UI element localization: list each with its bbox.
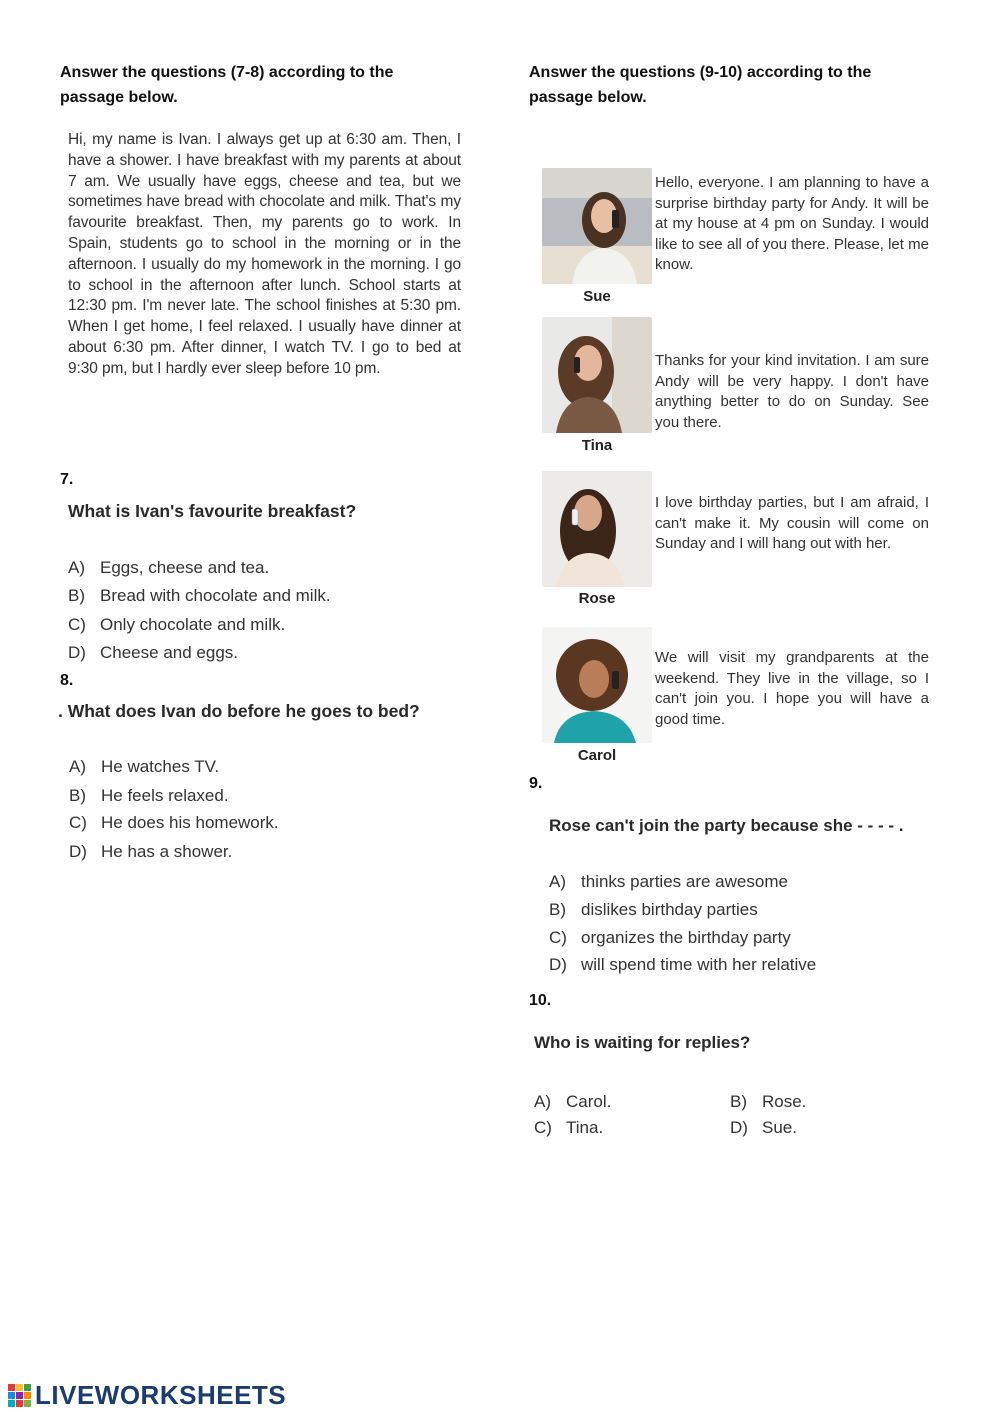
left-heading-line1: Answer the questions (7-8) according to the: [60, 64, 394, 81]
option-letter: C): [549, 928, 567, 947]
option-letter: D): [549, 955, 567, 974]
option-letter: D): [68, 643, 86, 662]
sue-photo: [542, 168, 652, 284]
q9-option-a[interactable]: [549, 872, 788, 892]
option-letter: A): [549, 872, 566, 891]
option-letter: C): [69, 813, 87, 832]
q7-option-c[interactable]: [68, 615, 285, 635]
option-text: Tina.: [566, 1118, 604, 1137]
option-text: Bread with chocolate and milk.: [100, 586, 331, 605]
option-text: He does his homework.: [101, 813, 279, 832]
q7-option-a[interactable]: [68, 558, 269, 578]
rose-photo: [542, 471, 652, 587]
option-letter: D): [730, 1118, 748, 1137]
tina-photo: [542, 317, 652, 433]
q8-option-b[interactable]: [69, 786, 229, 806]
q9-option-c[interactable]: [549, 928, 791, 948]
q8-option-c[interactable]: [69, 813, 279, 833]
q10-option-b[interactable]: [730, 1092, 806, 1112]
carol-message: We will visit my grandparents at the weekend. They live in the village, so I can't join you. I hope you will have a good time.: [655, 649, 929, 728]
q7-option-b[interactable]: [68, 586, 331, 606]
option-text: dislikes birthday parties: [581, 900, 758, 919]
q8-option-d[interactable]: [69, 842, 232, 862]
right-heading-line2: passage below.: [529, 89, 647, 106]
cubes-icon: [8, 1384, 31, 1407]
tina-name: Tina: [581, 437, 613, 454]
left-heading-line2: passage below.: [60, 89, 178, 106]
option-letter: A): [69, 757, 86, 776]
right-instructions: [529, 60, 959, 110]
option-letter: C): [68, 615, 86, 634]
q8-question: . What does Ivan do before he goes to bed?: [58, 701, 420, 721]
option-letter: C): [534, 1118, 552, 1137]
option-text: Only chocolate and milk.: [100, 615, 286, 634]
option-text: He feels relaxed.: [101, 786, 229, 805]
option-letter: B): [69, 786, 86, 805]
option-letter: B): [730, 1092, 747, 1111]
brand-text: LIVEWORKSHEETS: [35, 1380, 287, 1410]
option-text: He watches TV.: [101, 757, 220, 776]
q8-number: 8.: [60, 672, 74, 689]
option-letter: B): [549, 900, 566, 919]
option-text: Carol.: [566, 1092, 612, 1111]
tina-message: Thanks for your kind invitation. I am sure Andy will be very happy. I don't have anything better to do on Sunday. See you there.: [655, 352, 929, 431]
q10-number: 10.: [529, 992, 552, 1009]
q7-option-d[interactable]: [68, 643, 238, 663]
q10-option-c[interactable]: [534, 1118, 603, 1138]
option-letter: D): [69, 842, 87, 861]
q9-option-d[interactable]: [549, 955, 816, 975]
q10-question: Who is waiting for replies?: [534, 1033, 751, 1052]
carol-photo: [542, 627, 652, 743]
right-heading-line1: Answer the questions (9-10) according to the: [529, 64, 872, 81]
option-text: organizes the birthday party: [581, 928, 791, 947]
option-text: Cheese and eggs.: [100, 643, 238, 662]
option-text: Rose.: [762, 1092, 807, 1111]
ivan-passage: Hi, my name is Ivan. I always get up at 6:30 am. Then, I have a shower. I have breakfast with my parents at about 7 am. We usually have eggs, cheese and tea, but we sometimes have bread with chocolate and milk. That's my favourite breakfast. Then, my parents go to work. In Spain, students go to school in the morning or in the afternoon. I usually do my homework in the morning. I go to school in the afternoon after lunch. School starts at 12:30 pm. I'm never late. The school finishes at 5:30 pm. When I get home, I feel relaxed. I usually have dinner at about 6:30 pm. After dinner, I watch TV. I go to bed at 9:30 pm, but I hardly ever sleep before 10 pm.: [68, 131, 461, 377]
q8-option-a[interactable]: [69, 757, 219, 777]
option-text: Sue.: [762, 1118, 797, 1137]
option-text: thinks parties are awesome: [581, 872, 788, 891]
q10-option-d[interactable]: [730, 1118, 797, 1138]
q7-question: What is Ivan's favourite breakfast?: [68, 501, 357, 521]
q7-number: 7.: [60, 471, 74, 488]
option-text: He has a shower.: [101, 842, 233, 861]
left-instructions: [60, 60, 480, 110]
q9-question: Rose can't join the party because she - - - - .: [549, 816, 904, 835]
option-letter: A): [534, 1092, 551, 1111]
option-text: Eggs, cheese and tea.: [100, 558, 270, 577]
rose-message: I love birthday parties, but I am afraid, I can't make it. My cousin will come on Sunday and I will hang out with her.: [655, 494, 929, 552]
option-text: will spend time with her relative: [581, 955, 817, 974]
sue-message: Hello, everyone. I am planning to have a surprise birthday party for Andy. It will be at my house at 4 pm on Sunday. I would like to see all of you there. Please, let me know.: [655, 174, 929, 273]
q9-number: 9.: [529, 775, 543, 792]
rose-name: Rose: [578, 590, 616, 607]
q10-option-a[interactable]: [534, 1092, 611, 1112]
liveworksheets-logo: [8, 1380, 286, 1411]
q9-option-b[interactable]: [549, 900, 758, 920]
option-letter: A): [68, 558, 85, 577]
option-letter: B): [68, 586, 85, 605]
carol-name: Carol: [577, 747, 617, 764]
sue-name: Sue: [583, 288, 611, 305]
